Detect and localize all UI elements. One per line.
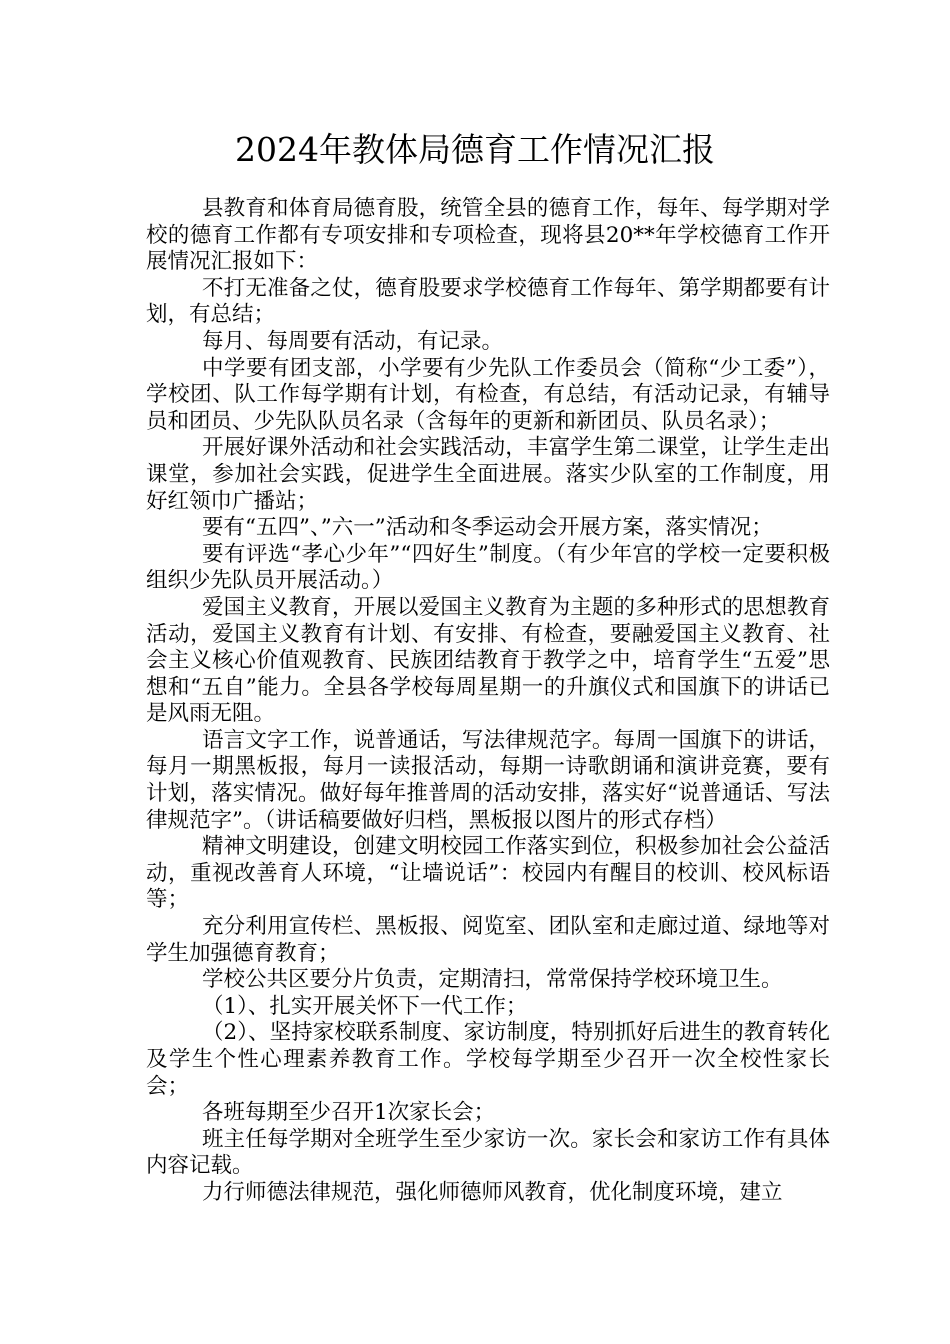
- paragraph: 力行师德法律规范，强化师德师风教育，优化制度环境，建立: [202, 1179, 783, 1205]
- paragraph: 县教育和体育局德育股，统管全县的德育工作，每年、每学期对学校的德育工作都有专项安排和专项检查，现将县20**年学校德育工作开展情况汇报如下：: [146, 196, 830, 275]
- document-body: [146, 196, 830, 1207]
- paragraph: 语言文字工作，说普通话，写法律规范字。每周一国旗下的讲话，每月一期黑板报，每月一读报活动，每期一诗歌朗诵和演讲竞赛，要有计划，落实情况。做好每年推普周的活动安排，落实好“说普通话、写法律规范字”。（讲话稿要做好归档，黑板报以图片的形式存档）: [146, 727, 830, 833]
- paragraph: 精神文明建设，创建文明校园工作落实到位，积极参加社会公益活动，重视改善育人环境，“让墙说话”：校园内有醒目的校训、校风标语等；: [146, 834, 830, 913]
- paragraph: 各班每期至少召开1次家长会；: [202, 1100, 496, 1126]
- paragraph: 爱国主义教育，开展以爱国主义教育为主题的多种形式的思想教育活动，爱国主义教育有计划、有安排、有检查，要融爱国主义教育、社会主义核心价值观教育、民族团结教育于教学之中，培育学生“五爱”思想和“五自”能力。全县各学校每周星期一的升旗仪式和国旗下的讲话已是风雨无阻。: [146, 594, 830, 727]
- paragraph: 中学要有团支部，小学要有少先队工作委员会（简称“少工委”），学校团、队工作每学期有计划，有检查，有总结，有活动记录，有辅导员和团员、少先队队员名录（含每年的更新和新团员、队员名录）；: [146, 355, 830, 434]
- paragraph: 每月、每周要有活动，有记录。: [202, 328, 504, 354]
- paragraph: 要有评选“孝心少年”“四好生”制度。（有少年宫的学校一定要积极组织少先队员开展活动。）: [146, 541, 830, 594]
- paragraph: 学校公共区要分片负责，定期清扫，常常保持学校环境卫生。: [202, 967, 783, 993]
- document-title: 2024年教体局德育工作情况汇报: [235, 130, 715, 169]
- paragraph: 要有“五四”、”六一”活动和冬季运动会开展方案，落实情况；: [202, 515, 773, 541]
- paragraph: 开展好课外活动和社会实践活动，丰富学生第二课堂，让学生走出课堂，参加社会实践，促进学生全面进展。落实少队室的工作制度，用好红领巾广播站；: [146, 435, 830, 514]
- paragraph: （2）、坚持家校联系制度、家访制度，特别抓好后进生的教育转化及学生个性心理素养教育工作。学校每学期至少召开一次全校性家长会；: [146, 1020, 830, 1099]
- paragraph: 班主任每学期对全班学生至少家访一次。家长会和家访工作有具体内容记载。: [146, 1126, 830, 1179]
- paragraph: （1）、扎实开展关怀下一代工作；: [202, 993, 528, 1019]
- paragraph: 充分利用宣传栏、黑板报、阅览室、团队室和走廊过道、绿地等对学生加强德育教育；: [146, 914, 830, 966]
- paragraph: 不打无准备之仗，德育股要求学校德育工作每年、第学期都要有计划，有总结；: [146, 275, 830, 328]
